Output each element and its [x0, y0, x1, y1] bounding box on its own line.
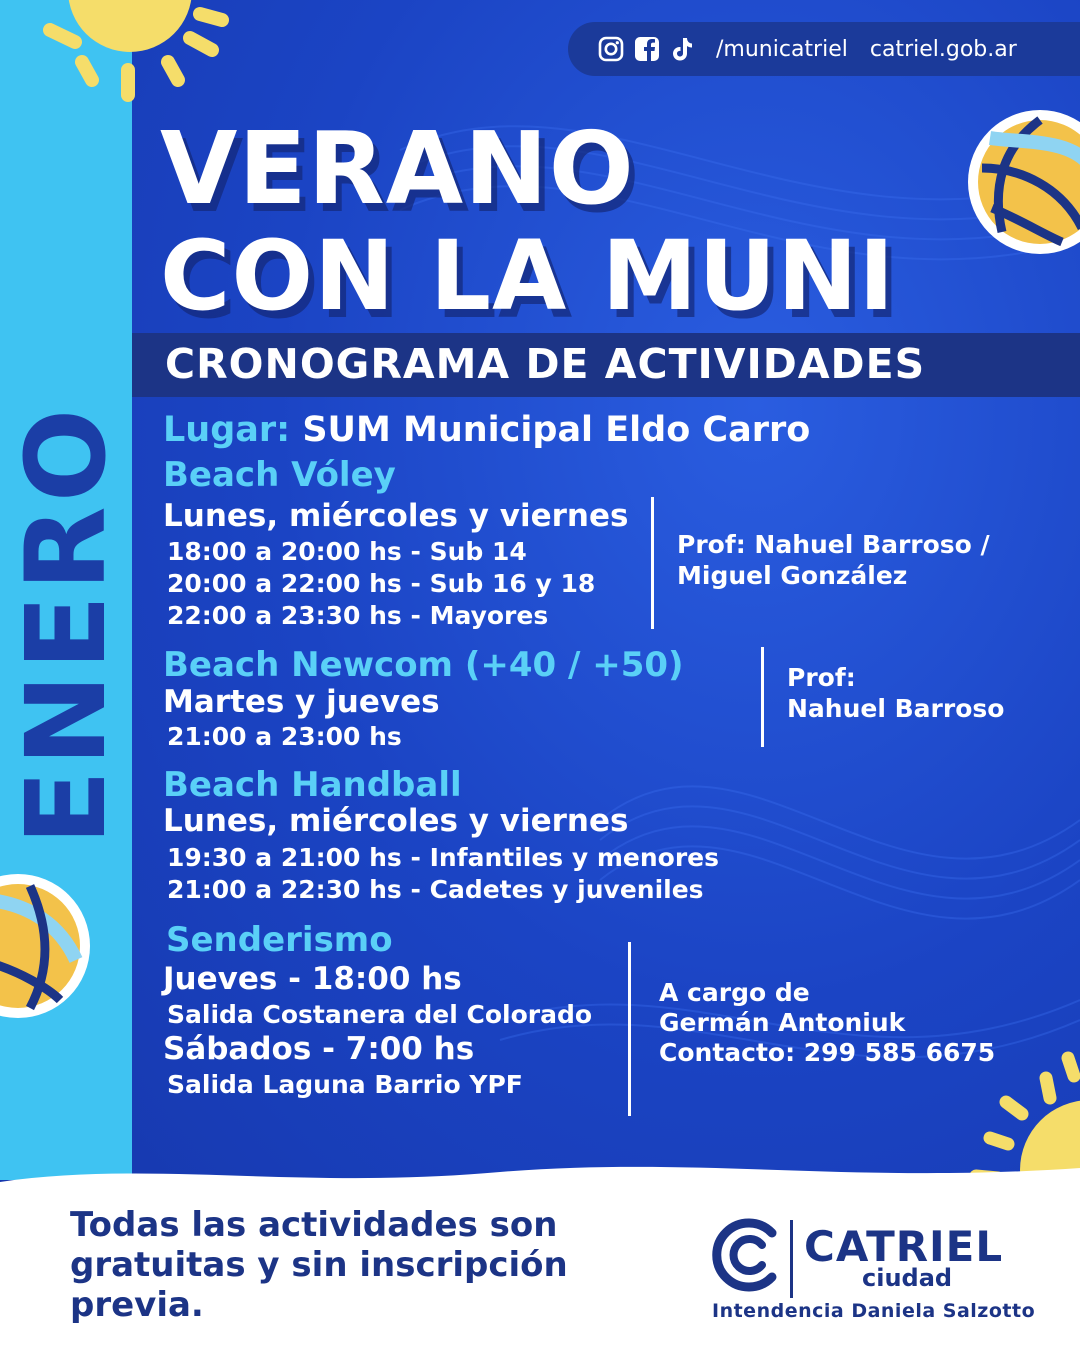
activity-detail: Salida Laguna Barrio YPF [167, 1070, 523, 1099]
logo-wordmark: CATRIEL [804, 1222, 1004, 1271]
activity-detail: Salida Costanera del Colorado [167, 1000, 593, 1029]
activity-days: Lunes, miércoles y viernes [163, 498, 629, 534]
activity-time: 18:00 a 20:00 hs - Sub 14 [167, 537, 527, 566]
location-line [163, 410, 810, 450]
month-label: ENERO [2, 404, 130, 846]
activity-days: Lunes, miércoles y viernes [163, 803, 629, 839]
instructor-line: Germán Antoniuk [659, 1008, 906, 1037]
title-line-2: CON LA MUNI [160, 220, 896, 332]
instructor-line: Prof: Nahuel Barroso / [677, 530, 990, 559]
catriel-logo-icon [710, 1215, 784, 1295]
activity-days: Jueves - 18:00 hs [163, 961, 462, 997]
social-icons [598, 36, 694, 62]
instructor-line: Prof: [787, 663, 856, 692]
logo-divider [790, 1220, 793, 1298]
sun-icon [0, 0, 240, 110]
instagram-icon[interactable] [598, 36, 624, 62]
footer-line: previa. [70, 1285, 204, 1325]
activity-title: Senderismo [166, 920, 393, 960]
intendencia-label: Intendencia Daniela Salzotto [712, 1300, 1036, 1322]
subtitle: CRONOGRAMA DE ACTIVIDADES [165, 340, 926, 388]
instructor-line: Miguel González [677, 561, 908, 590]
activity-title: Beach Vóley [163, 455, 396, 495]
volleyball-icon [0, 870, 92, 1020]
activity-time: 21:00 a 22:30 hs - Cadetes y juveniles [167, 875, 704, 904]
activity-days: Sábados - 7:00 hs [163, 1031, 475, 1067]
instructor [787, 662, 1004, 724]
volleyball-icon [962, 108, 1080, 258]
divider [651, 497, 654, 629]
footer-line: Todas las actividades son [70, 1205, 558, 1245]
location-value: SUM Municipal Eldo Carro [302, 410, 811, 450]
activity-time: 21:00 a 23:00 hs [167, 722, 402, 751]
contact-line: Contacto: 299 585 6675 [659, 1038, 996, 1067]
tiktok-icon[interactable] [670, 36, 694, 62]
logo-subtitle: ciudad [862, 1264, 953, 1292]
activity-days: Martes y jueves [163, 684, 440, 720]
facebook-icon[interactable] [634, 36, 660, 62]
divider [761, 647, 764, 747]
social-header [568, 22, 1080, 76]
instructor-line: A cargo de [659, 978, 810, 1007]
location-label: Lugar: [163, 410, 291, 450]
activity-title: Beach Newcom (+40 / +50) [163, 645, 684, 685]
instructor-line: Nahuel Barroso [787, 694, 1005, 723]
instructor [677, 529, 990, 591]
website-link[interactable]: catriel.gob.ar [869, 36, 1017, 62]
title-line-1: VERANO [160, 110, 635, 227]
instructor [659, 978, 995, 1068]
footer-line: gratuitas y sin inscripción [70, 1245, 568, 1285]
activity-time: 22:00 a 23:30 hs - Mayores [167, 601, 549, 630]
social-handle[interactable]: /municatriel [716, 36, 848, 62]
activity-time: 19:30 a 21:00 hs - Infantiles y menores [167, 843, 720, 872]
activity-time: 20:00 a 22:00 hs - Sub 16 y 18 [167, 569, 596, 598]
activity-title: Beach Handball [163, 765, 462, 805]
footer-message [70, 1205, 568, 1325]
divider [628, 942, 631, 1116]
